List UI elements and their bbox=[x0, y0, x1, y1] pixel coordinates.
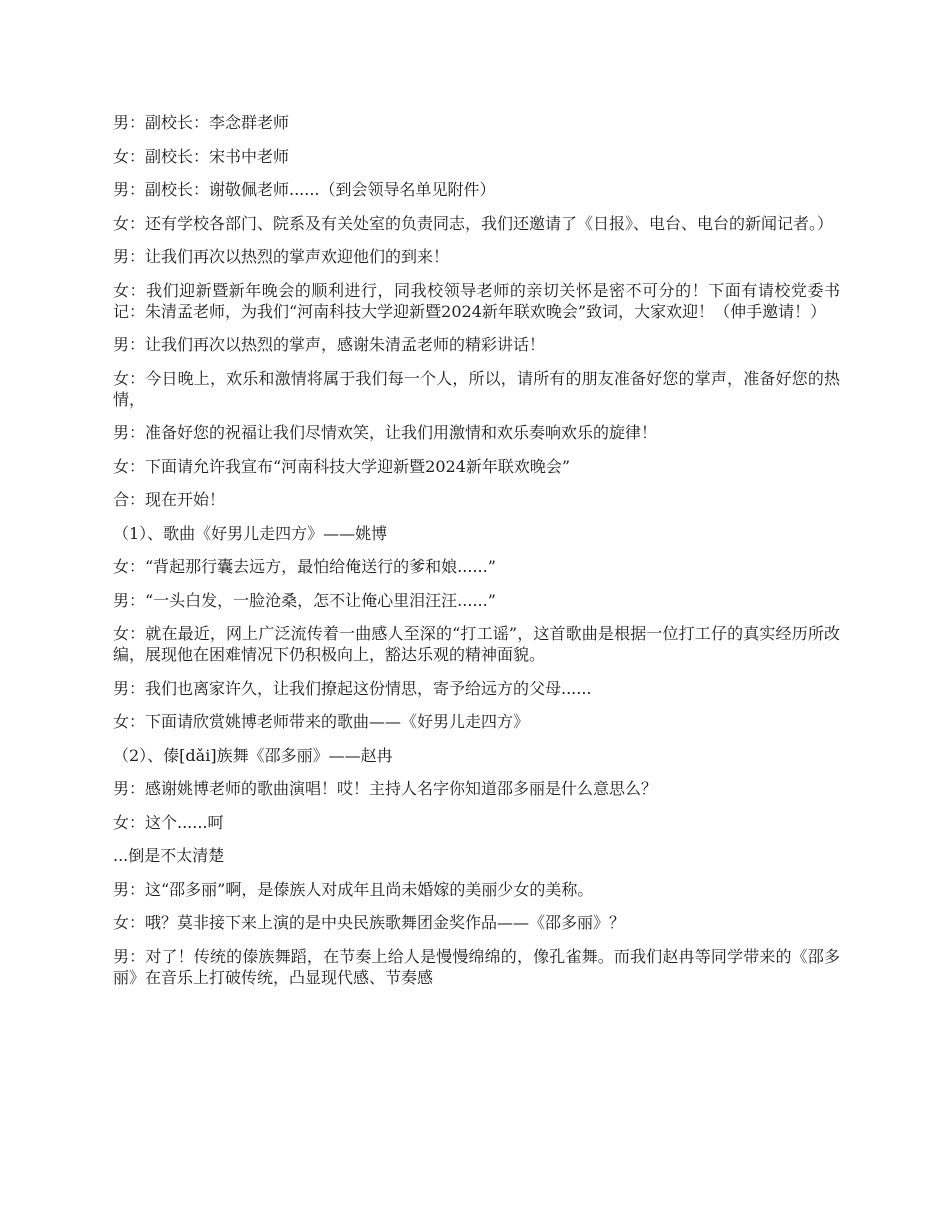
paragraph: 男：让我们再次以热烈的掌声欢迎他们的到来！ bbox=[113, 247, 450, 266]
paragraph: 女：今日晚上，欢乐和激情将属于我们每一个人，所以，请所有的朋友准备好您的掌声，准备好您的热情， bbox=[113, 368, 840, 409]
paragraph: 男：感谢姚博老师的歌曲演唱！哎！主持人名字你知道邵多丽是什么意思么？ bbox=[113, 779, 658, 798]
paragraph: 女：还有学校各部门、院系及有关处室的负责同志，我们还邀请了《日报》、电台、电台的新闻记者。） bbox=[113, 213, 834, 233]
paragraph: 男：准备好您的祝福让我们尽情欢笑，让我们用激情和欢乐奏响欢乐的旋律！ bbox=[113, 423, 658, 442]
paragraph: 男：“一头白发，一脸沧桑，怎不让俺心里泪汪汪......” bbox=[113, 590, 496, 610]
paragraph: 女：下面请欣赏姚博老师带来的歌曲——《好男儿走四方》 bbox=[113, 712, 530, 731]
paragraph: 女：副校长：宋书中老师 bbox=[113, 146, 290, 166]
section-heading: （1）、歌曲《好男儿走四方》——姚博 bbox=[113, 523, 388, 543]
paragraph: 女：这个......呵 bbox=[113, 812, 224, 832]
paragraph: 男：让我们再次以热烈的掌声，感谢朱清孟老师的精彩讲话！ bbox=[113, 335, 546, 354]
paragraph: 女：“背起那行囊去远方，最怕给俺送行的爹和娘......” bbox=[113, 557, 496, 576]
paragraph: 男：副校长：李念群老师 bbox=[113, 113, 290, 132]
paragraph: 合：现在开始！ bbox=[113, 490, 226, 509]
paragraph: 男：我们也离家许久，让我们撩起这份情思，寄予给远方的父母...... bbox=[113, 678, 592, 698]
paragraph: 男：副校长：谢敬佩老师......（到会领导名单见附件） bbox=[113, 180, 496, 199]
paragraph: 男：对了！传统的傣族舞蹈，在节奏上给人是慢慢绵绵的，像孔雀舞。而我们赵冉等同学带来的《邵多丽》在音乐上打破传统，凸显现代感、节奏感 bbox=[113, 946, 840, 987]
paragraph: 女：我们迎新暨新年晚会的顺利进行，同我校领导老师的亲切关怀是密不可分的！下面有请校党委书记：朱清孟老师，为我们“河南科技大学迎新暨2024新年联欢晚会”致词，大家欢迎！（伸手邀请！） bbox=[113, 280, 840, 321]
paragraph: 男：这“邵多丽”啊，是傣族人对成年且尚未婚嫁的美丽少女的美称。 bbox=[113, 879, 594, 899]
paragraph: 女：下面请允许我宣布“河南科技大学迎新暨2024新年联欢晚会” bbox=[113, 456, 571, 476]
paragraph: ...倒是不太清楚 bbox=[113, 846, 225, 865]
paragraph: 女：哦？莫非接下来上演的是中央民族歌舞团金奖作品——《邵多丽》？ bbox=[113, 913, 626, 932]
paragraph: 女：就在最近，网上广泛流传着一曲感人至深的“打工谣”，这首歌曲是根据一位打工仔的真实经历所改编，展现他在困难情况下仍积极向上，豁达乐观的精神面貌。 bbox=[113, 624, 840, 664]
section-heading: （2）、傣[dǎi]族舞《邵多丽》——赵冉 bbox=[113, 745, 393, 765]
